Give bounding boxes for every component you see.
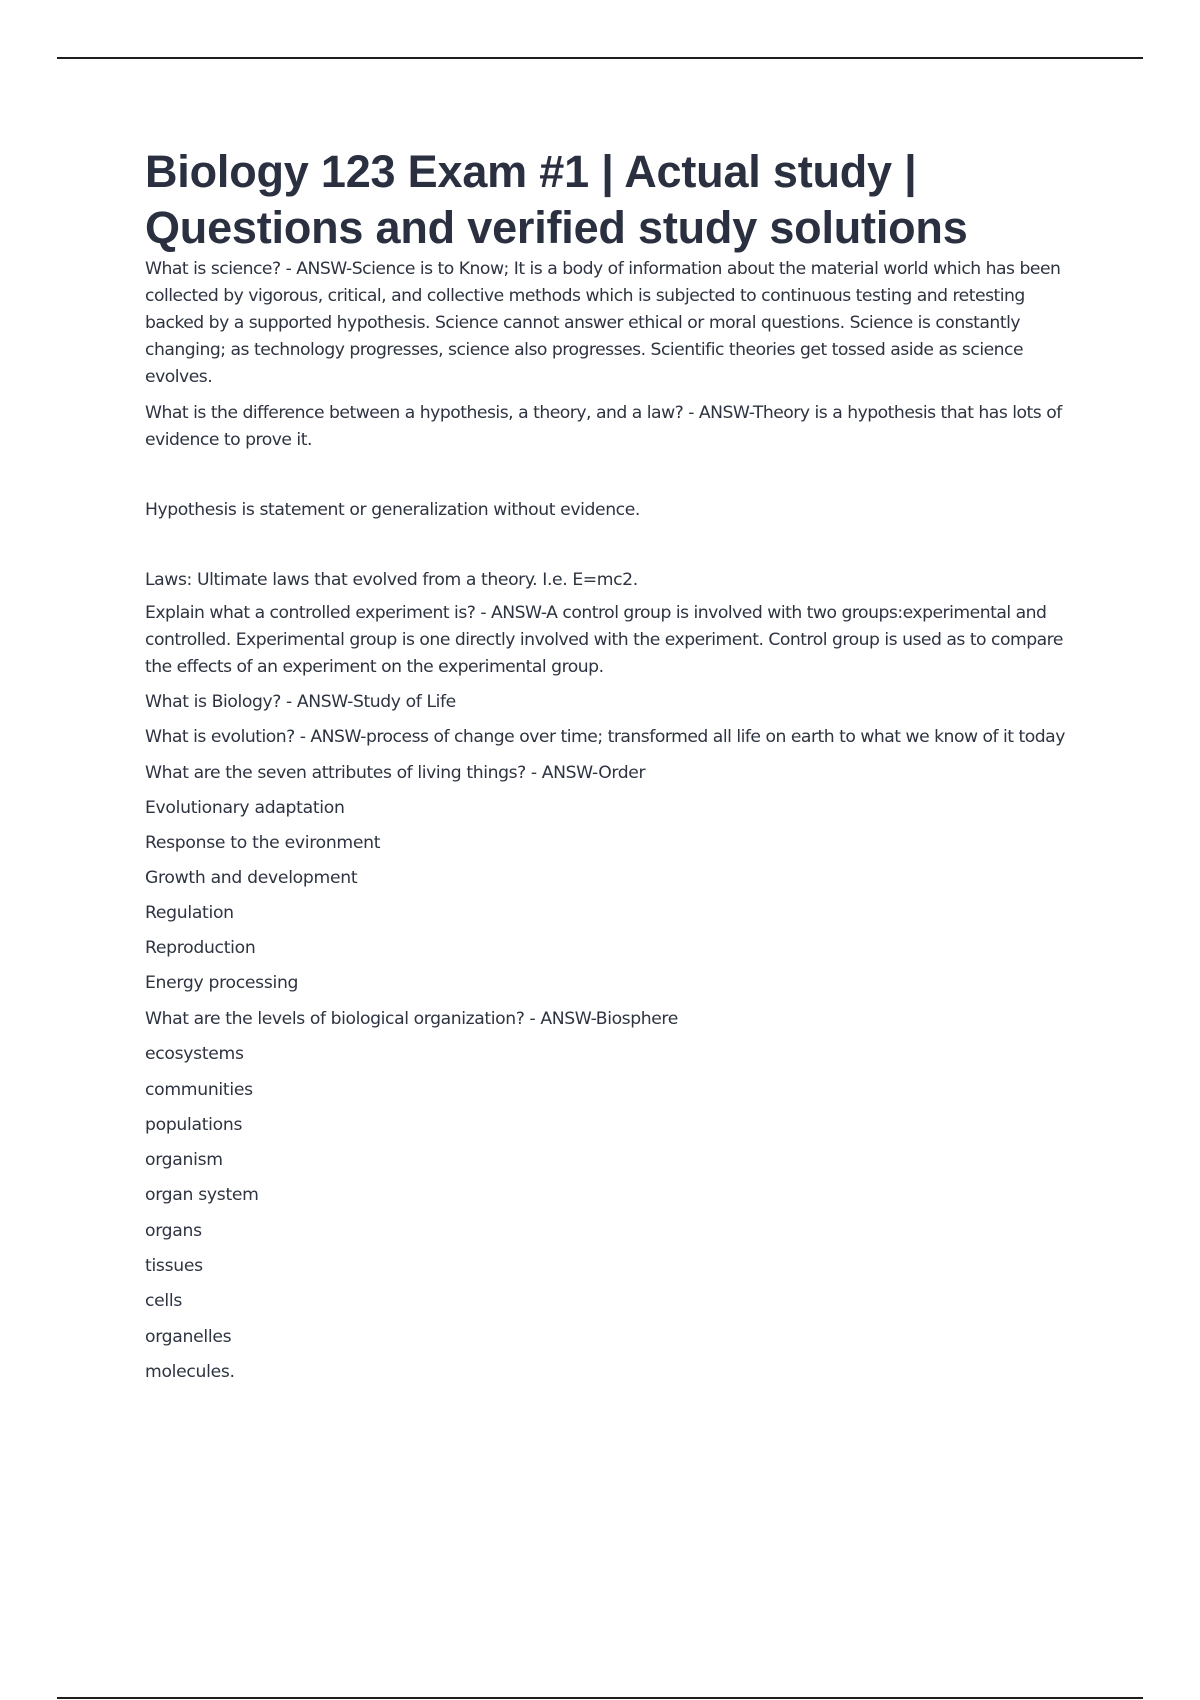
- list-item: populations: [145, 1114, 243, 1135]
- list-item: cells: [145, 1291, 183, 1312]
- question-biology: What is Biology? - ANSW-Study of Life: [145, 692, 456, 712]
- list-item: communities: [145, 1079, 253, 1100]
- document-title: Biology 123 Exam #1 | Actual study | Questions and verified study solutions: [145, 146, 968, 253]
- list-item: organelles: [145, 1326, 232, 1347]
- note-hypothesis: Hypothesis is statement or generalization without evidence.: [145, 500, 640, 520]
- list-item: molecules.: [145, 1361, 235, 1382]
- list-item: organs: [145, 1220, 202, 1241]
- list-item: organ system: [145, 1185, 259, 1206]
- list-item: tissues: [145, 1256, 203, 1277]
- list-item: Regulation: [145, 903, 234, 923]
- note-laws: Laws: Ultimate laws that evolved from a theory. I.e. E=mc2.: [145, 570, 638, 590]
- header-rule: [57, 57, 1143, 59]
- question-seven-attributes: What are the seven attributes of living things? - ANSW-Order: [145, 763, 646, 783]
- question-hypothesis-theory-law: What is the difference between a hypothesis, a theory, and a law? - ANSW-Theory is a hypothesis that has lots of evidence to prove it.: [145, 403, 1062, 450]
- document-body: [145, 144, 1080, 1386]
- list-item: organism: [145, 1150, 223, 1171]
- attributes-list: [145, 795, 1080, 997]
- question-evolution: What is evolution? - ANSW-process of change over time; transformed all life on earth to what we know of it today: [145, 727, 1065, 747]
- question-levels-organization: What are the levels of biological organization? - ANSW-Biosphere: [145, 1009, 678, 1029]
- list-item: Response to the evironment: [145, 833, 381, 853]
- list-item: Growth and development: [145, 868, 358, 888]
- question-controlled-experiment: Explain what a controlled experiment is? - ANSW-A control group is involved with two groups:experimental and controlled. Experimental group is one directly involved with the experiment. Control group is used as to compare the effects of an experiment on the experimental group.: [145, 603, 1063, 677]
- list-item: Evolutionary adaptation: [145, 798, 345, 818]
- list-item: Energy processing: [145, 973, 299, 993]
- question-science: What is science? - ANSW-Science is to Know; It is a body of information about the material world which has been collected by vigorous, critical, and collective methods which is subjected to continuous testing and retesting backed by a supported hypothesis. Science cannot answer ethical or moral questions. Science is constantly changing; as technology progresses, science also progresses. Scientific theories get tossed aside as science evolves.: [145, 259, 1061, 387]
- levels-list: [145, 1041, 1080, 1386]
- list-item: Reproduction: [145, 938, 256, 958]
- list-item: ecosystems: [145, 1044, 244, 1065]
- footer-rule: [57, 1697, 1143, 1699]
